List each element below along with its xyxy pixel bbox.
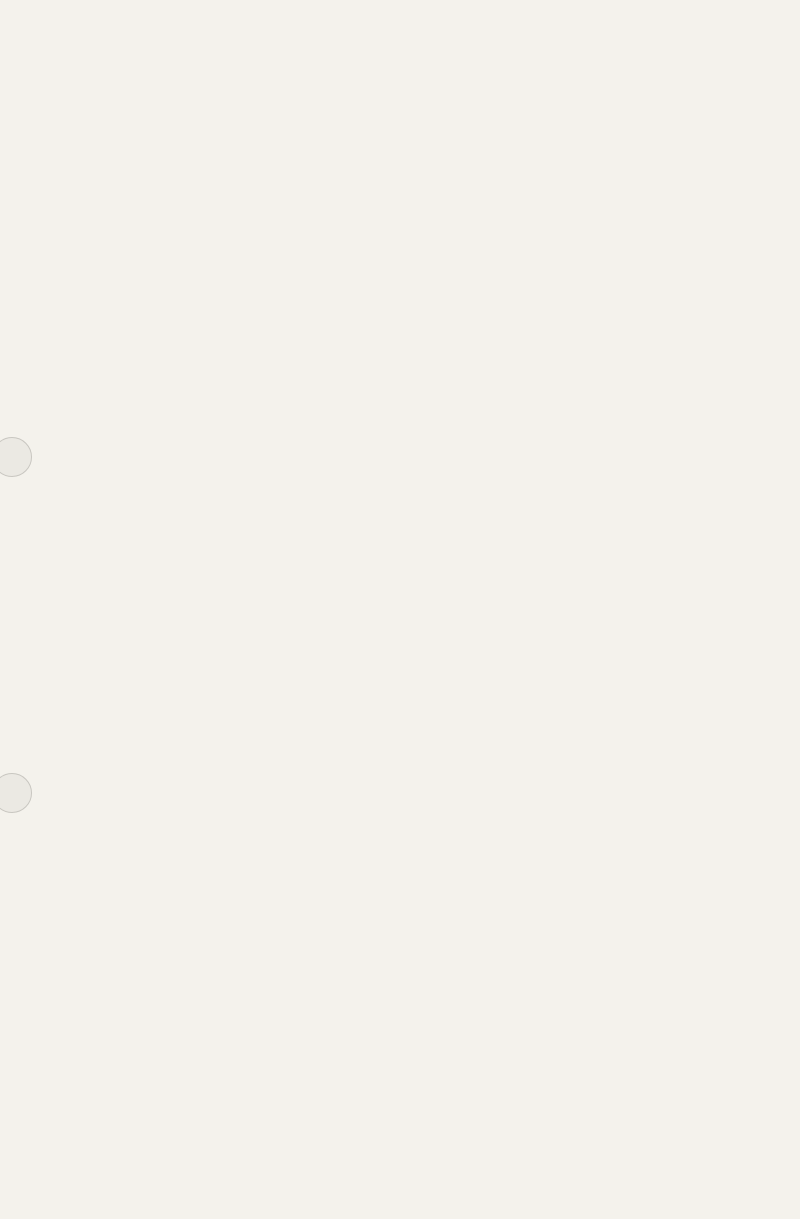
observations-right-column	[405, 908, 745, 915]
binder-hole	[0, 437, 32, 477]
observations-left-column	[48, 908, 392, 915]
binder-hole	[0, 773, 32, 813]
quadrant-b-text	[48, 348, 395, 354]
quadrant-d-text	[406, 348, 744, 358]
